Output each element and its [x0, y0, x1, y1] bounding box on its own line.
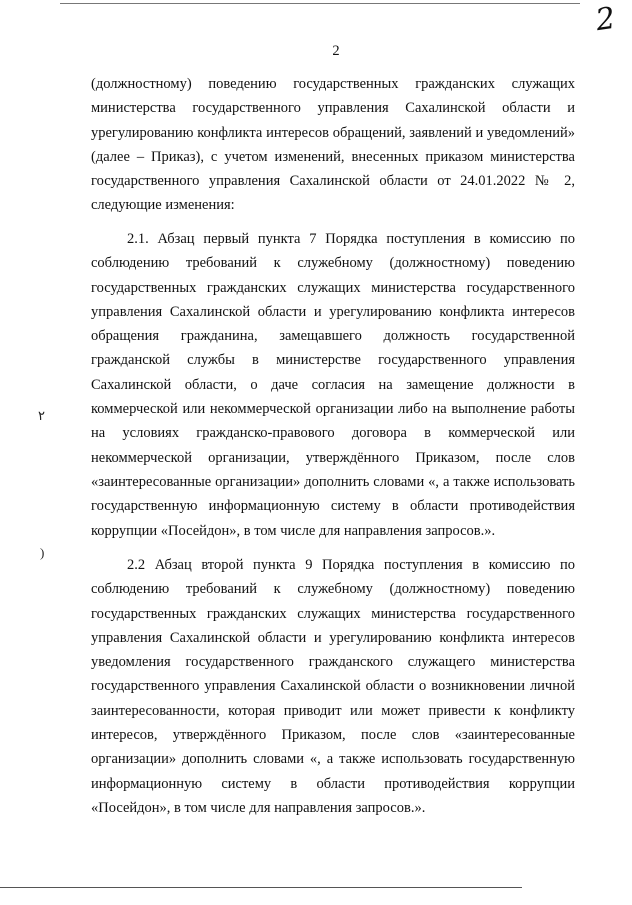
document-body-section-2-2 — [91, 553, 575, 820]
paragraph-continuation: (должностному) поведению государственных гражданских служащих министерства государственного управления Сахалинской области и урегулированию конфликта интересов обращений, заявлений и уведомлений» (далее – Приказ), с учетом изменений, внесенных приказом министерства государственного управления Сахалинской области от 24.01.2022 № 2, следующие изменения: — [91, 76, 575, 214]
top-scan-edge — [60, 3, 580, 4]
bottom-scan-edge — [0, 887, 522, 888]
handwritten-page-mark: 2 — [593, 0, 618, 39]
paragraph-2-2: 2.2 Абзац второй пункта 9 Порядка поступления в комиссию по соблюдению требований к служебному (должностному) поведению государственных гражданских служащих министерства государственного управления Сахалинской области и урегулированию конфликта интересов уведомления государственного гражданского служащего министерства государственного управления Сахалинской области о возникновении личной заинтересованности, которая приводит или может привести к конфликту интересов, утверждённого Приказом, после слов «заинтересованные организации» дополнить словами «, а также использовать государственную информационную систему в области противодействия коррупции «Посейдон», в том числе для направления запросов.». — [91, 557, 575, 816]
margin-speck: ) — [40, 545, 45, 560]
document-body — [91, 72, 575, 218]
document-body-section-2-1 — [91, 227, 575, 543]
margin-speck: ٢ — [38, 408, 45, 423]
paragraph-2-1: 2.1. Абзац первый пункта 7 Порядка поступления в комиссию по соблюдению требований к служебному (должностному) поведению государственных гражданских служащих министерства государственного управления Сахалинской области и урегулированию конфликта интересов обращения гражданина, замещавшего должность государственной гражданской службы в министерстве государственного управления Сахалинской области, о даче согласия на замещение должности в коммерческой или некоммерческой организации либо на выполнение работы на условиях гражданско-правового договора в коммерческой или некоммерческой организации, утверждённого Приказом, после слов «заинтересованные организации» дополнить словами «, а также использовать государственную информационную систему в области противодействия коррупции «Посейдон», в том числе для направления запросов.». — [91, 231, 575, 539]
page-number: 2 — [332, 43, 340, 59]
